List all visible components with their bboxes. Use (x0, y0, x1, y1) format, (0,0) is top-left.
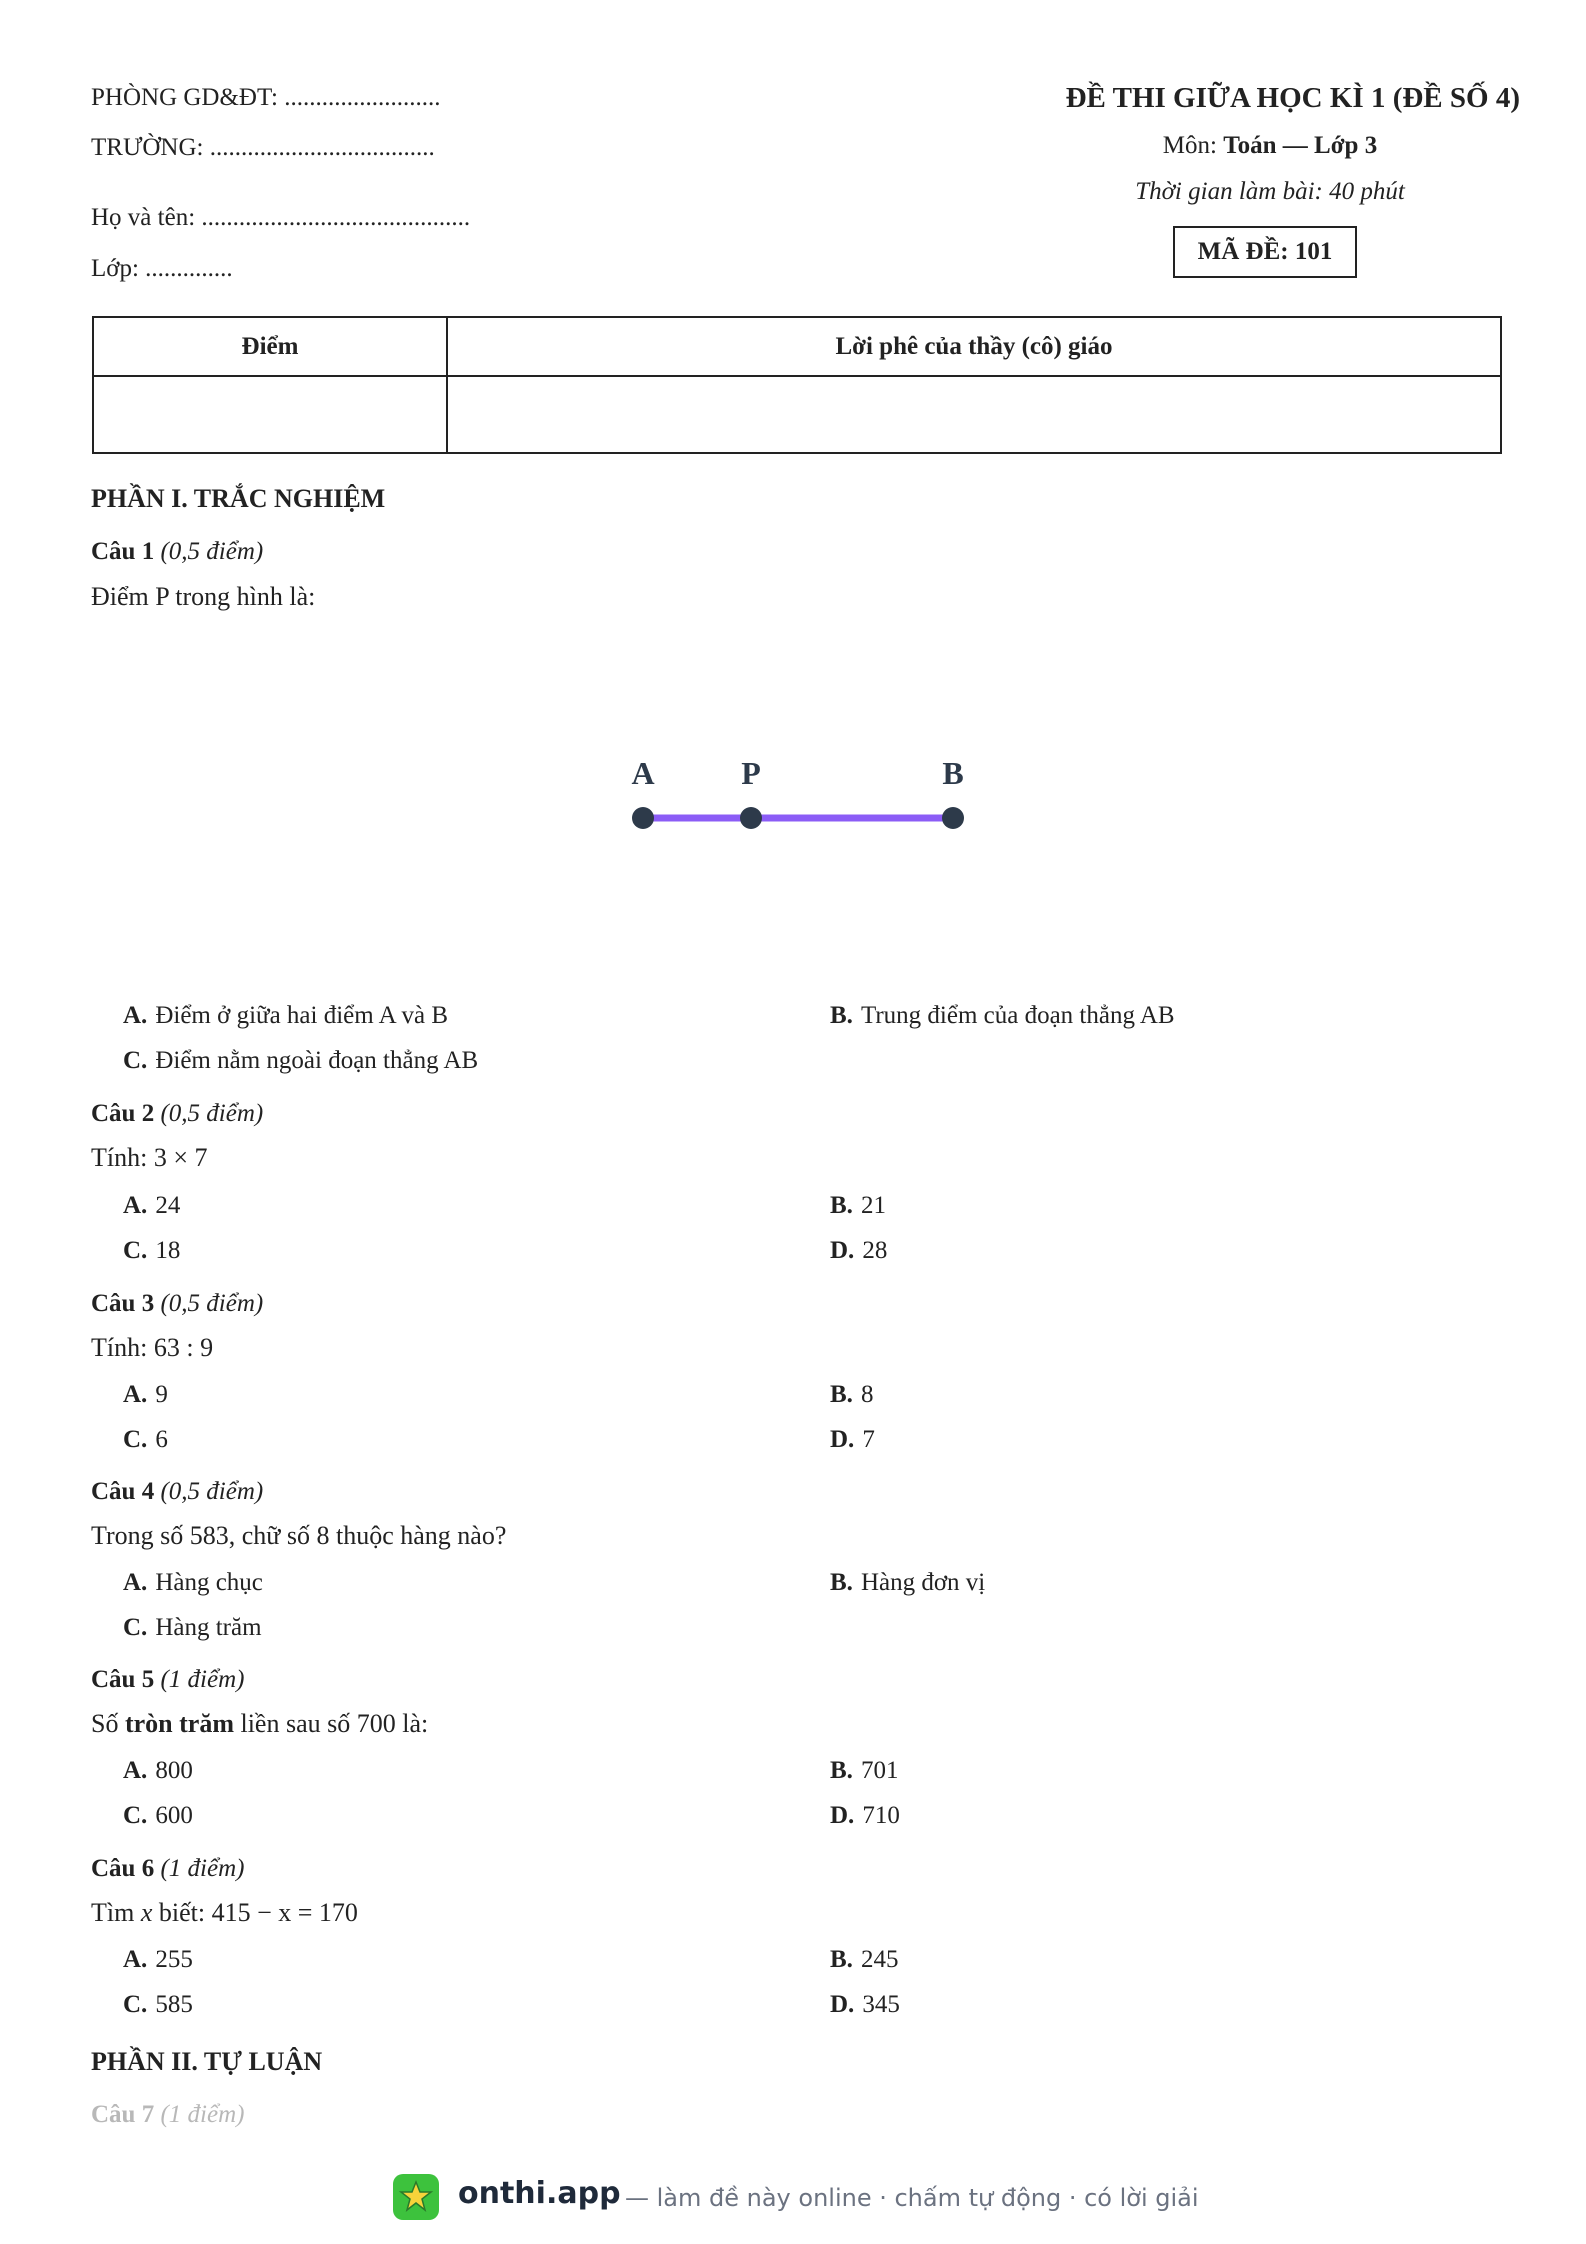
score-header: Điểm (93, 317, 447, 376)
subject-prefix: Môn: (1162, 132, 1224, 159)
point-b-label: B (942, 755, 964, 791)
segment-figure (600, 740, 1000, 850)
option-text: 8 (860, 1381, 874, 1408)
q6-option-b[interactable] (830, 1946, 898, 1974)
option-key: C. (123, 1991, 148, 2018)
q1-option-b[interactable] (830, 1002, 1175, 1030)
q6-option-a[interactable] (123, 1946, 193, 1974)
option-key: C. (123, 1614, 148, 1641)
exam-time: Thời gian làm bài: 40 phút (1135, 178, 1405, 205)
q2-option-d[interactable] (830, 1237, 887, 1265)
text-prefix: Tìm (91, 1898, 141, 1927)
text-mid: biết: (152, 1898, 212, 1927)
point-p-label: P (741, 755, 761, 791)
option-key: A. (123, 1757, 148, 1784)
question-label: Câu 1 (91, 538, 155, 565)
question-5-heading (91, 1666, 244, 1694)
question-4-heading (91, 1478, 263, 1506)
question-label: Câu 7 (91, 2101, 155, 2128)
text-prefix: Tính: (91, 1143, 154, 1172)
class-field: Lớp: .............. (91, 255, 233, 282)
star-icon (393, 2174, 439, 2220)
option-text: 9 (155, 1381, 168, 1408)
q5-option-d[interactable] (830, 1802, 900, 1830)
comment-cell (447, 376, 1501, 453)
option-text: 600 (155, 1802, 193, 1829)
option-text: Hàng đơn vị (860, 1569, 986, 1596)
option-text: 710 (862, 1802, 900, 1829)
question-label: Câu 4 (91, 1478, 155, 1505)
option-text: Điểm ở giữa hai điểm A và B (155, 1002, 449, 1029)
point-a-label: A (631, 755, 655, 791)
onthi-logo (393, 2174, 439, 2220)
option-key: A. (123, 1381, 148, 1408)
point-a-dot (632, 807, 654, 829)
q4-option-b[interactable] (830, 1569, 985, 1597)
option-key: A. (123, 1002, 148, 1029)
option-text: 7 (862, 1426, 875, 1453)
q5-option-b[interactable] (830, 1757, 898, 1785)
math-variable: x (140, 1898, 153, 1927)
option-text: Hàng chục (155, 1569, 263, 1596)
question-points: (1 điểm) (160, 1666, 245, 1693)
option-key: B. (830, 1192, 853, 1219)
option-text: 24 (155, 1192, 181, 1219)
promo-footer[interactable] (0, 2168, 1586, 2244)
option-key: C. (123, 1802, 148, 1829)
question-label: Câu 5 (91, 1666, 155, 1693)
question-3-heading (91, 1290, 263, 1318)
option-key: B. (830, 1946, 853, 1973)
q5-option-c[interactable] (123, 1802, 193, 1830)
q6-option-c[interactable] (123, 1991, 193, 2019)
text-suffix: liền sau số 700 là: (233, 1709, 429, 1738)
point-p-dot (740, 807, 762, 829)
option-key: C. (123, 1426, 148, 1453)
question-points: (0,5 điểm) (160, 1290, 264, 1317)
option-text: Hàng trăm (155, 1614, 262, 1641)
q3-option-c[interactable] (123, 1426, 168, 1454)
option-key: B. (830, 1569, 853, 1596)
question-2-text (91, 1143, 208, 1173)
q6-option-d[interactable] (830, 1991, 900, 2019)
question-2-heading (91, 1100, 263, 1128)
option-text: Trung điểm của đoạn thẳng AB (860, 1002, 1175, 1029)
point-b-dot (942, 807, 964, 829)
exam-subject (1020, 132, 1520, 160)
question-4-text: Trong số 583, chữ số 8 thuộc hàng nào? (91, 1521, 507, 1550)
department-field: PHÒNG GD&ĐT: ......................... (91, 84, 441, 111)
q2-option-b[interactable] (830, 1192, 886, 1220)
option-key: D. (830, 1426, 855, 1453)
q5-option-a[interactable] (123, 1757, 193, 1785)
option-text: 701 (860, 1757, 899, 1784)
question-1-heading (91, 538, 263, 566)
q4-option-a[interactable] (123, 1569, 263, 1597)
question-6-text (91, 1898, 358, 1928)
question-5-text (91, 1709, 428, 1739)
option-text: 585 (155, 1991, 193, 2018)
option-key: D. (830, 1802, 855, 1829)
score-table (92, 316, 1502, 454)
option-key: A. (123, 1946, 148, 1973)
exam-code-box: MÃ ĐỀ: 101 (1173, 226, 1357, 278)
question-points: (1 điểm) (160, 1855, 245, 1882)
q4-option-c[interactable] (123, 1614, 262, 1642)
question-label: Câu 2 (91, 1100, 155, 1127)
question-6-heading (91, 1855, 244, 1883)
exam-title: ĐỀ THI GIỮA HỌC KÌ 1 (ĐỀ SỐ 4) (1065, 82, 1520, 114)
text-prefix: Tính: (91, 1333, 154, 1362)
option-text: 6 (155, 1426, 168, 1453)
option-key: B. (830, 1757, 853, 1784)
q3-option-a[interactable] (123, 1381, 168, 1409)
question-points: (0,5 điểm) (160, 538, 264, 565)
q3-option-d[interactable] (830, 1426, 875, 1454)
option-text: 28 (862, 1237, 888, 1264)
option-key: A. (123, 1192, 148, 1219)
question-points: (0,5 điểm) (160, 1478, 264, 1505)
option-key: B. (830, 1381, 853, 1408)
text-prefix: Số (91, 1709, 125, 1738)
option-text: 255 (155, 1946, 193, 1973)
part-2-heading: PHẦN II. TỰ LUẬN (91, 2047, 323, 2076)
option-key: D. (830, 1991, 855, 2018)
q2-option-c[interactable] (123, 1237, 180, 1265)
q3-option-b[interactable] (830, 1381, 873, 1409)
option-text: 245 (860, 1946, 899, 1973)
math-expression: 3 × 7 (153, 1143, 208, 1172)
option-key: A. (123, 1569, 148, 1596)
option-text: 21 (860, 1192, 886, 1219)
brand-name[interactable]: onthi.app (458, 2176, 621, 2211)
math-expression: 63 : 9 (153, 1333, 214, 1362)
option-text: 18 (155, 1237, 181, 1264)
q1-option-a[interactable] (123, 1002, 448, 1030)
student-name-field: Họ và tên: ........................................... (91, 204, 471, 231)
option-key: C. (123, 1047, 148, 1074)
option-key: C. (123, 1237, 148, 1264)
part-1-heading: PHẦN I. TRẮC NGHIỆM (91, 484, 386, 513)
option-key: D. (830, 1237, 855, 1264)
question-1-text: Điểm P trong hình là: (91, 582, 316, 611)
q2-option-a[interactable] (123, 1192, 180, 1220)
math-expression: 415 − x = 170 (211, 1898, 358, 1927)
question-7-heading (91, 2101, 244, 2129)
text-bold: tròn trăm (124, 1709, 234, 1738)
subject-name: Toán — Lớp 3 (1223, 132, 1378, 159)
school-field: TRƯỜNG: .................................... (91, 134, 435, 161)
question-points: (0,5 điểm) (160, 1100, 264, 1127)
question-points: (1 điểm) (160, 2101, 245, 2128)
question-3-text (91, 1333, 213, 1363)
option-key: B. (830, 1002, 853, 1029)
comment-header: Lời phê của thầy (cô) giáo (447, 317, 1501, 376)
score-cell (93, 376, 447, 453)
option-text: Điểm nằm ngoài đoạn thẳng AB (155, 1047, 479, 1074)
option-text: 345 (862, 1991, 900, 2018)
question-label: Câu 6 (91, 1855, 155, 1882)
brand-tagline: — làm đề này online · chấm tự động · có lời giải (625, 2184, 1199, 2212)
q1-option-c[interactable] (123, 1047, 478, 1075)
option-text: 800 (155, 1757, 193, 1784)
question-label: Câu 3 (91, 1290, 155, 1317)
